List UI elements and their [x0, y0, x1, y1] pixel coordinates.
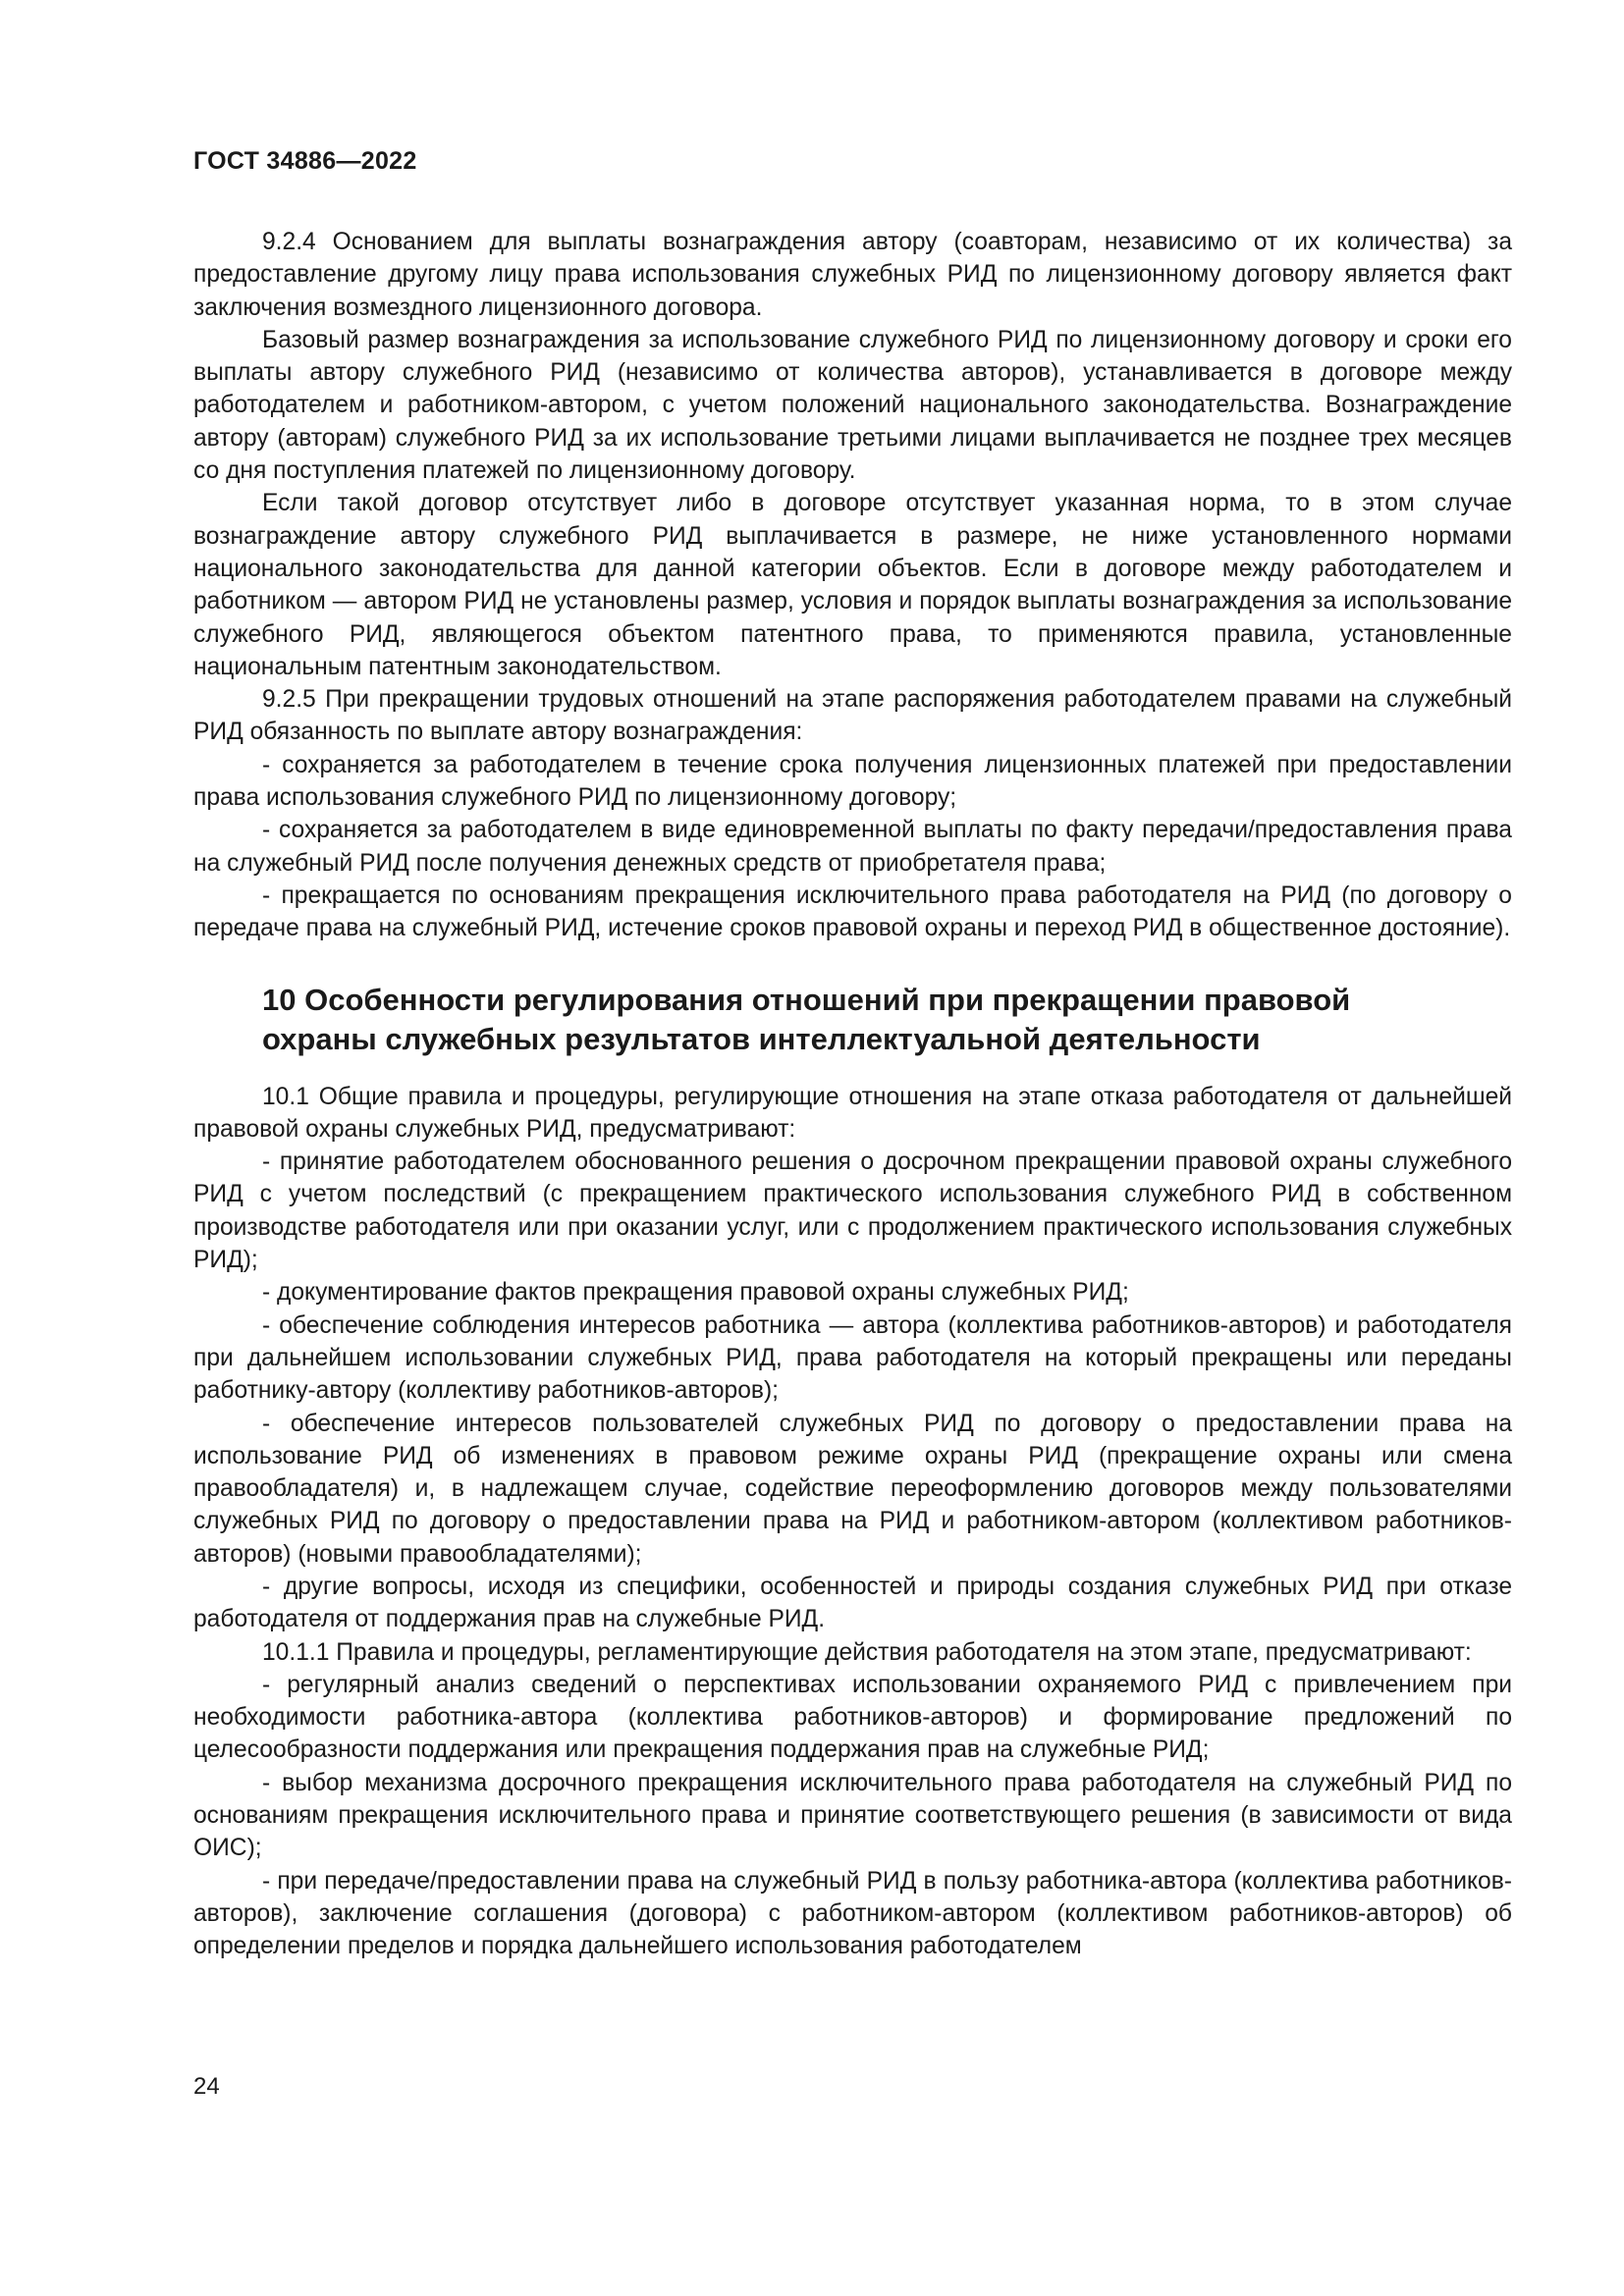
list-item: - другие вопросы, исходя из специфики, особенностей и природы создания служебных РИД при отказе работодателя от поддержания прав на служебные РИД. [193, 1573, 1512, 1633]
list-item: - при передаче/предоставлении права на служебный РИД в пользу работника-автора (коллектива работников-авторов), заключение соглашения (договора) с работником-автором (коллективом работников-авторов) об определении пределов и порядка дальнейшего использования работодателем [193, 1867, 1512, 1960]
paragraph-9-2-4: 9.2.4 Основанием для выплаты вознаграждения автору (соавторам, независимо от их количества) за предоставление другому лицу права использования служебных РИД по лицензионному договору является факт заключения возмездного лицензионного договора. [193, 229, 1512, 321]
section-heading-line: охраны служебных результатов интеллектуальной деятельности [262, 1021, 1261, 1056]
section-10-heading [193, 981, 1512, 1059]
section-heading-line: 10 Особенности регулирования отношений при прекращении правовой [262, 982, 1351, 1017]
paragraph-10-1: 10.1 Общие правила и процедуры, регулирующие отношения на этапе отказа работодателя от дальнейшей правовой охраны служебных РИД, предусматривают: [193, 1083, 1512, 1143]
list-item: - регулярный анализ сведений о перспективах использовании охраняемого РИД с привлечением при необходимости работника-автора (коллектива работников-авторов) и формирование предложений по целесообразности поддержания или прекращения поддержания прав на служебные РИД; [193, 1671, 1512, 1764]
page-number: 24 [193, 2073, 220, 2100]
list-item: - сохраняется за работодателем в течение срока получения лицензионных платежей при предоставлении права использования служебного РИД по лицензионному договору; [193, 751, 1512, 812]
list-item: - документирование фактов прекращения правовой охраны служебных РИД; [262, 1279, 1129, 1307]
list-item: - принятие работодателем обоснованного решения о досрочном прекращении правовой охраны служебного РИД с учетом последствий (с прекращением практического использования служебного РИД в собственном производстве работодателя или при оказании услуг, или с продолжением практического использования служебных РИД); [193, 1148, 1512, 1274]
document-body [193, 226, 1512, 1963]
list-item: - прекращается по основаниям прекращения исключительного права работодателя на РИД (по договору о передаче права на служебный РИД, истечение сроков правовой охраны и переход РИД в общественное достояние). [193, 881, 1512, 942]
document-header: ГОСТ 34886—2022 [193, 147, 417, 175]
list-item: - обеспечение соблюдения интересов работника — автора (коллектива работников-авторов) и работодателя при дальнейшем использовании служебных РИД, права работодателя на который прекращены или переданы работнику-автору (коллективу работников-авторов); [193, 1311, 1512, 1405]
list-item: - обеспечение интересов пользователей служебных РИД по договору о предоставлении права на использование РИД об изменениях в правовом режиме охраны РИД (прекращение охраны или смена правообладателя) и, в надлежащем случае, содействие переоформлению договоров между пользователями служебных РИД по договору о предоставлении права на РИД и работником-автором (коллективом работников-авторов) (новыми правообладателями); [193, 1410, 1512, 1568]
paragraph-no-contract: Если такой договор отсутствует либо в договоре отсутствует указанная норма, то в этом случае вознаграждение автору служебного РИД выплачивается в размере, не ниже установленного нормами национального законодательства для данной категории объектов. Если в договоре между работодателем и работником — автором РИД не установлены размер, условия и порядок выплаты вознаграждения за использование служебного РИД, являющегося объектом патентного права, то применяются правила, установленные национальным патентным законодательством. [193, 490, 1512, 680]
paragraph-9-2-5: 9.2.5 При прекращении трудовых отношений на этапе распоряжения работодателем правами на служебный РИД обязанность по выплате автору вознаграждения: [193, 686, 1512, 746]
paragraph-base-size: Базовый размер вознаграждения за использование служебного РИД по лицензионному договору и сроки его выплаты автору служебного РИД (независимо от количества авторов), устанавливается в договоре между работодателем и работником-автором, с учетом положений национального законодательства. Вознаграждение автору (авторам) служебного РИД за их использование третьими лицами выплачивается не позднее трех месяцев со дня поступления платежей по лицензионному договору. [193, 326, 1512, 485]
paragraph-10-1-1: 10.1.1 Правила и процедуры, регламентирующие действия работодателя на этом этапе, предусматривают: [262, 1638, 1472, 1666]
list-item: - сохраняется за работодателем в виде единовременной выплаты по факту передачи/предоставления права на служебный РИД после получения денежных средств от приобретателя права; [193, 817, 1512, 877]
list-item: - выбор механизма досрочного прекращения исключительного права работодателя на служебный РИД по основаниям прекращения исключительного права и принятие соответствующего решения (в зависимости от вида ОИС); [193, 1769, 1512, 1862]
